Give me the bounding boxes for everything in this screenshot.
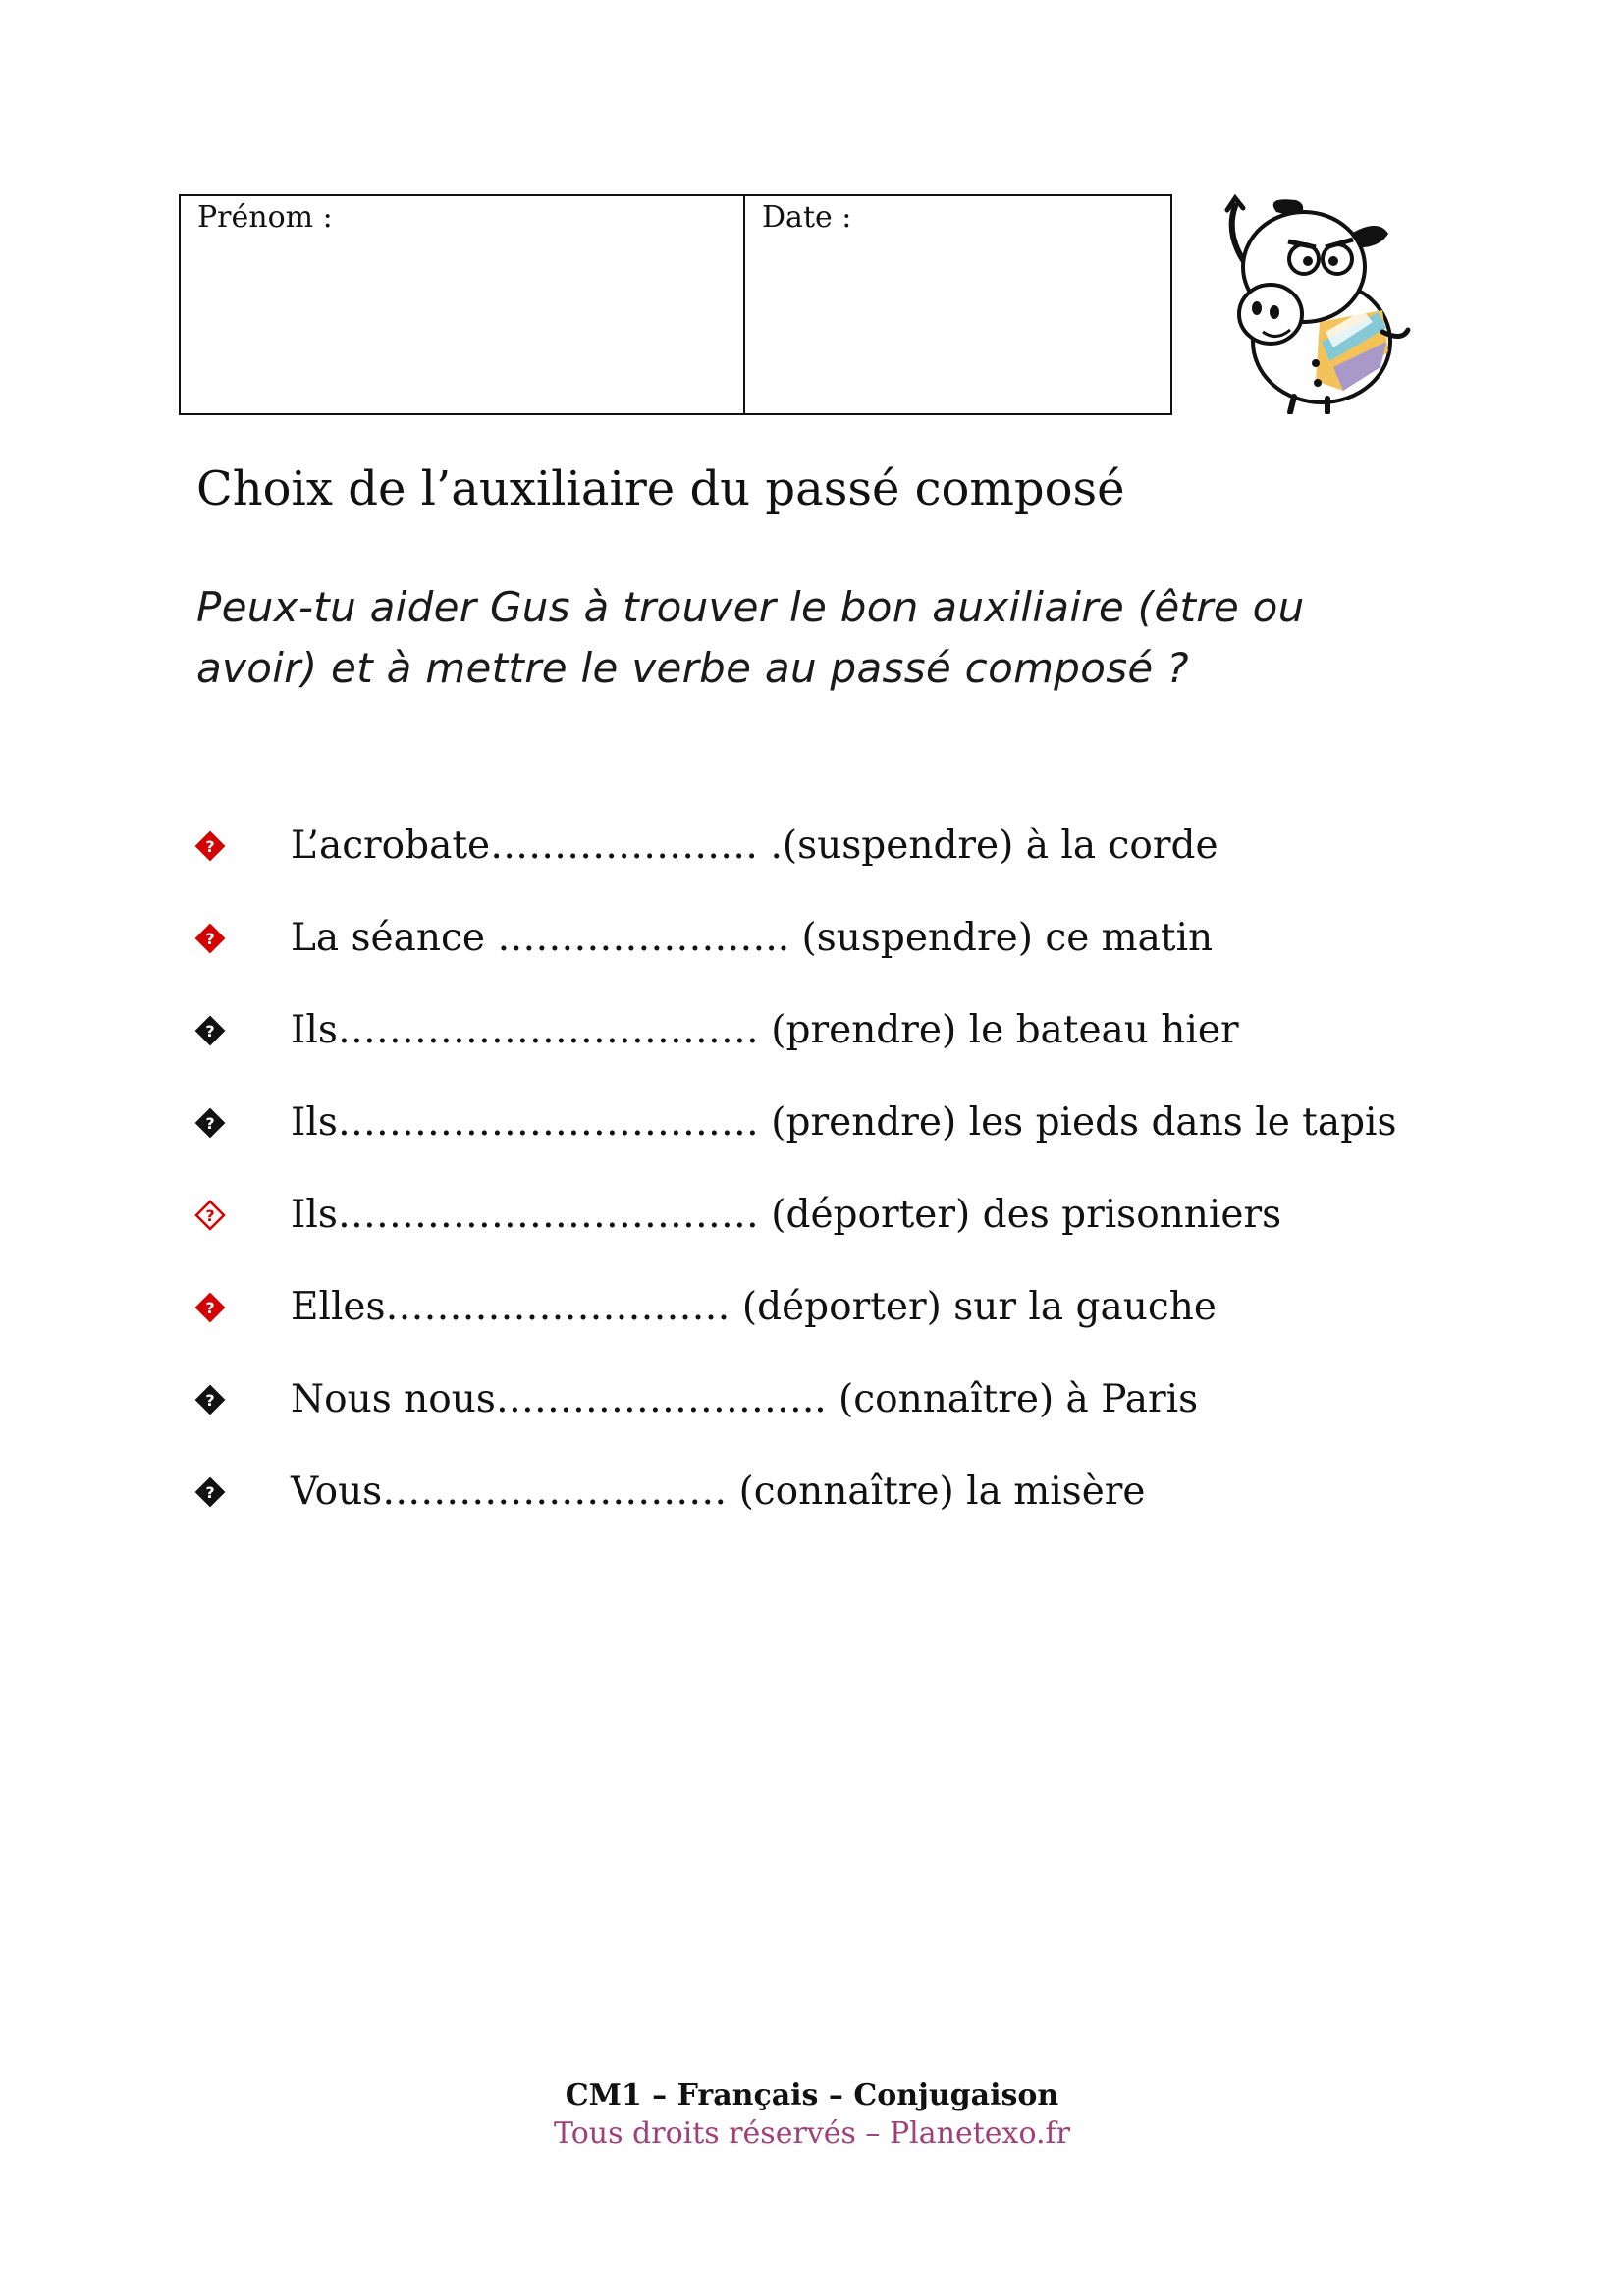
exercise-list (192, 818, 1397, 1556)
diamond-bullet-icon (192, 921, 228, 956)
exercise-text[interactable]: Ils…………………………… (prendre) les pieds dans le tapis (291, 1100, 1397, 1145)
exercise-text[interactable]: Nous nous…………………….. (connaître) à Paris (291, 1377, 1199, 1421)
list-item (192, 1464, 1397, 1556)
diamond-bullet-icon (192, 1013, 228, 1048)
list-item (192, 818, 1397, 910)
svg-text:?: ? (205, 837, 215, 856)
page-title: Choix de l’auxiliaire du passé composé (196, 461, 1125, 516)
diamond-bullet-icon (192, 1474, 228, 1510)
date-field[interactable] (745, 196, 1170, 413)
list-item (192, 910, 1397, 1002)
footer-rights: Tous droits réservés – Planetexo.fr (554, 2116, 1070, 2151)
exercise-text[interactable]: L’acrobate………………… .(suspendre) à la corde (291, 824, 1218, 868)
diamond-bullet-icon (192, 828, 228, 864)
date-label: Date : (762, 200, 852, 235)
footer-course: CM1 – Français – Conjugaison (565, 2078, 1059, 2112)
sheep-mascot-icon (1206, 194, 1412, 414)
diamond-bullet-icon (192, 1198, 228, 1233)
exercise-text[interactable]: Ils…………………………… (déporter) des prisonniers (291, 1193, 1282, 1237)
list-item (192, 1279, 1397, 1371)
diamond-bullet-icon (192, 1105, 228, 1141)
svg-text:?: ? (205, 1022, 215, 1041)
svg-text:?: ? (205, 1483, 215, 1502)
exercise-text[interactable]: Vous……………………… (connaître) la misère (291, 1469, 1146, 1514)
exercise-text[interactable]: Elles……………………… (déporter) sur la gauche (291, 1285, 1217, 1329)
svg-text:?: ? (205, 1299, 215, 1317)
svg-text:?: ? (205, 930, 215, 948)
svg-text:?: ? (205, 1206, 215, 1225)
list-item (192, 1371, 1397, 1464)
prenom-field[interactable] (181, 196, 745, 413)
prenom-label: Prénom : (197, 200, 333, 235)
list-item (192, 1187, 1397, 1279)
instructions: Peux-tu aider Gus à trouver le bon auxiliaire (être ou avoir) et à mettre le verbe au passé composé ? (196, 583, 1305, 692)
diamond-bullet-icon (192, 1290, 228, 1325)
exercise-text[interactable]: La séance ………………….. (suspendre) ce matin (291, 916, 1214, 960)
exercise-text[interactable]: Ils…………………………… (prendre) le bateau hier (291, 1008, 1239, 1052)
diamond-bullet-icon (192, 1382, 228, 1417)
list-item (192, 1095, 1397, 1187)
svg-text:?: ? (205, 1391, 215, 1410)
svg-text:?: ? (205, 1114, 215, 1133)
name-date-box (179, 194, 1172, 415)
list-item (192, 1002, 1397, 1095)
